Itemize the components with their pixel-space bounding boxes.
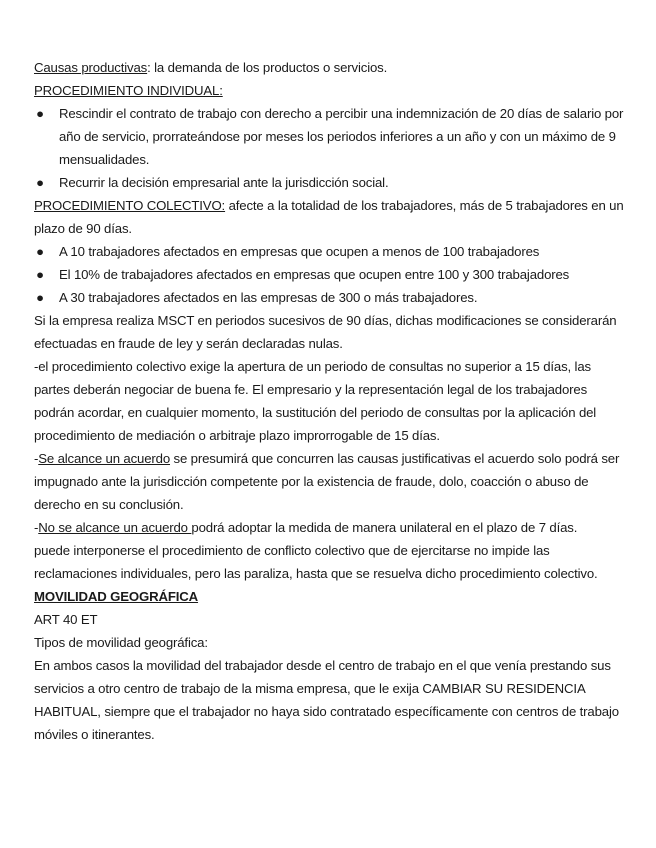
colectivo-list [34,240,629,309]
list-item-text: El 10% de trabajadores afectados en empresas que ocupen entre 100 y 300 trabajadores [59,267,570,282]
bullet-icon: ● [36,267,44,282]
causas-productivas-term: Causas productivas [34,60,148,75]
msct-paragraph: Si la empresa realiza MSCT en periodos sucesivos de 90 días, dichas modificaciones se considerarán efectuadas en fraude de ley y serán declaradas nulas. [34,313,617,351]
bullet-icon: ● [36,244,44,259]
individual-list [34,102,629,194]
procedimiento-individual-heading: PROCEDIMIENTO INDIVIDUAL: [34,83,223,98]
list-item [34,286,629,309]
list-item-text: A 10 trabajadores afectados en empresas que ocupen a menos de 100 trabajadores [59,244,540,259]
procedimiento-consultas-paragraph: -el procedimiento colectivo exige la apertura de un periodo de consultas no superior a 15 días, las partes deberán negociar de buena fe. El empresario y la representación legal de los trabajadores podrán acordar, en cualquier momento, la sustitución del periodo de consultas por la aplicación del procedimiento de mediación o arbitraje plazo improrrogable de 15 días. [34,359,597,443]
no-acuerdo-term: No se alcance un acuerdo [38,520,192,535]
list-item [34,102,629,171]
bullet-icon: ● [36,175,44,190]
procedimiento-colectivo-paragraph [34,194,629,240]
bullet-icon: ● [36,106,44,121]
list-item [34,171,629,194]
list-item [34,263,629,286]
list-item-text: Recurrir la decisión empresarial ante la jurisdicción social. [59,175,389,190]
bullet-icon: ● [36,290,44,305]
no-acuerdo-text: podrá adoptar la medida de manera unilateral en el plazo de 7 días. [191,520,578,535]
acuerdo-text: se presumirá que concurren las causas justificativas el acuerdo solo podrá ser impugnado ante la jurisdicción competente por la existencia de fraude, dolo, coacción o abuso de derecho en su conclusión. [34,451,620,512]
no-acuerdo-dash: - [34,520,39,535]
acuerdo-paragraph [34,447,629,516]
article-reference: ART 40 ET [34,612,98,627]
no-acuerdo-paragraph [34,516,629,539]
list-item [34,240,629,263]
acuerdo-term: Se alcance un acuerdo [38,451,171,466]
ambos-casos-paragraph: En ambos casos la movilidad del trabajador desde el centro de trabajo en el que venía prestando sus servicios a otro centro de trabajo de la misma empresa, que le exija CAMBIAR SU RESIDENCIA HABITUAL, siempre que el trabajador no haya sido contratado específicamente con centros de trabajo móviles o itinerantes. [34,658,619,742]
list-item-text: A 30 trabajadores afectados en las empresas de 300 o más trabajadores. [59,290,478,305]
movilidad-geografica-heading: MOVILIDAD GEOGRÁFICA [34,589,199,604]
document-page [34,56,629,746]
conflicto-colectivo-paragraph: puede interponerse el procedimiento de conflicto colectivo que de ejercitarse no impide las reclamaciones individuales, pero las paraliza, hasta que se resuelva dicho procedimiento colectivo. [34,543,598,581]
list-item-text: Rescindir el contrato de trabajo con derecho a percibir una indemnización de 20 días de salario por año de servicio, prorrateándose por meses los periodos inferiores a un año y con un máximo de 9 mensualidades. [59,106,624,167]
tipos-movilidad-label: Tipos de movilidad geográfica: [34,635,208,650]
causas-productivas-paragraph [34,56,629,79]
acuerdo-dash: - [34,451,39,466]
procedimiento-colectivo-heading: PROCEDIMIENTO COLECTIVO: [34,198,226,213]
procedimiento-colectivo-text: afecte a la totalidad de los trabajadores, más de 5 trabajadores en un plazo de 90 días. [34,198,624,236]
causas-productivas-text: : la demanda de los productos o servicios. [147,60,388,75]
